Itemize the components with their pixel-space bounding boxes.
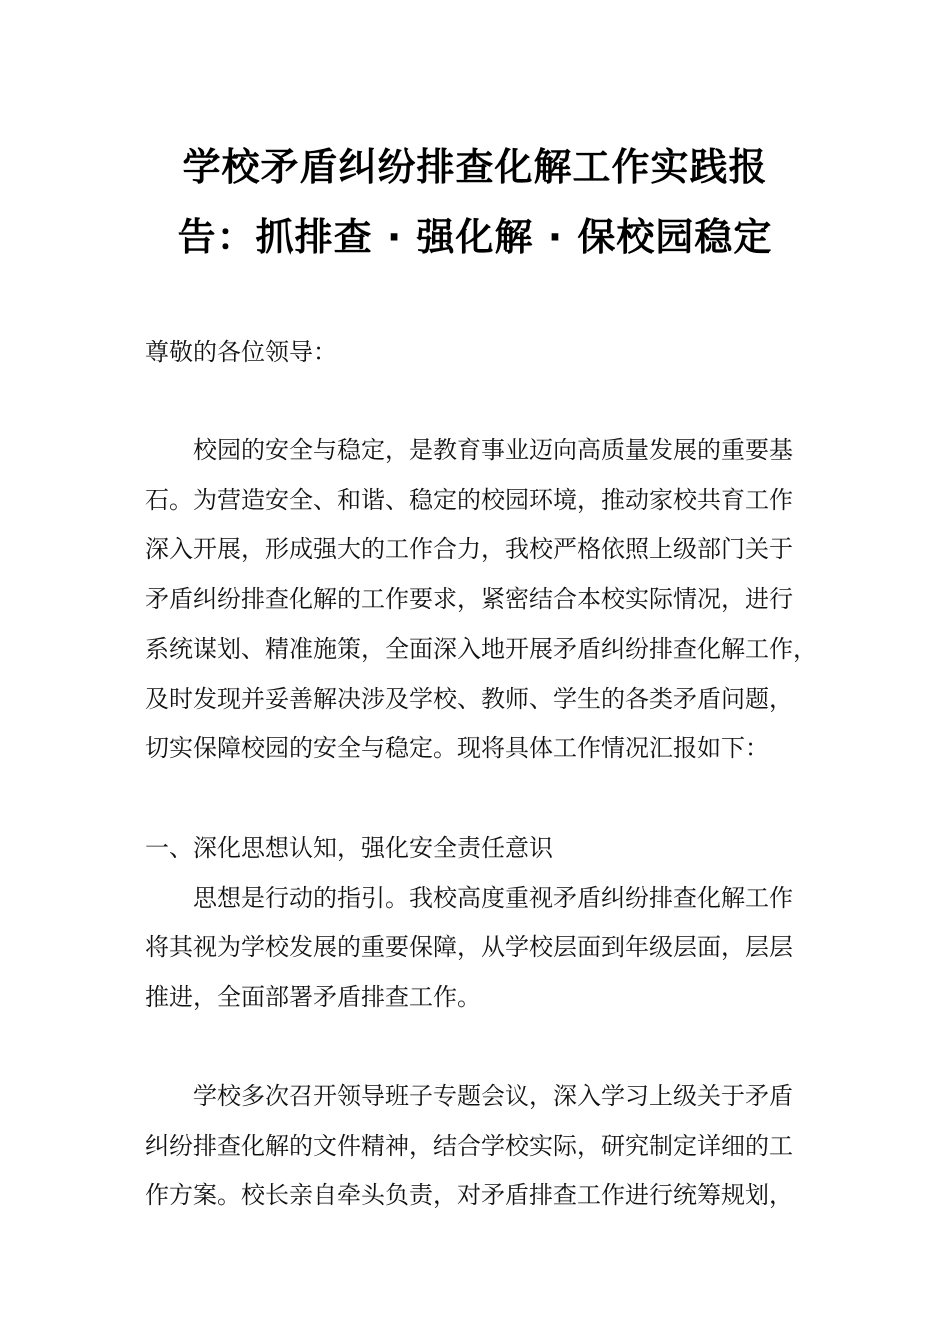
intro-line: 石。为营造安全、和谐、稳定的校园环境，推动家校共育工作 <box>145 485 793 514</box>
intro-line: 系统谋划、精准施策，全面深入地开展矛盾纠纷排查化解工作， <box>145 634 817 663</box>
section-1-paragraph-2-line: 作方案。校长亲自牵头负责，对矛盾排查工作进行统筹规划， <box>145 1181 793 1210</box>
title-line-2: 告：抓排查 · 强化解 · 保校园稳定 <box>177 215 773 259</box>
section-1-paragraph-1-line: 思想是行动的指引。我校高度重视矛盾纠纷排查化解工作 <box>193 883 793 912</box>
intro-line: 及时发现并妥善解决涉及学校、教师、学生的各类矛盾问题， <box>145 684 793 713</box>
document-title <box>140 132 810 272</box>
section-1-paragraph-2-line: 纠纷排查化解的文件精神，结合学校实际，研究制定详细的工 <box>145 1131 793 1160</box>
intro-paragraph <box>145 426 835 774</box>
salutation-text: 尊敬的各位领导： <box>145 338 337 366</box>
intro-line: 矛盾纠纷排查化解的工作要求，紧密结合本校实际情况，进行 <box>145 585 793 614</box>
section-1-paragraph-1-line: 推进，全面部署矛盾排查工作。 <box>145 983 481 1012</box>
intro-line: 校园的安全与稳定，是教育事业迈向高质量发展的重要基 <box>193 436 793 464</box>
section-1-heading: 一、深化思想认知，强化安全责任意识 <box>145 834 553 862</box>
salutation <box>145 328 835 378</box>
section-1-paragraph-2-line: 学校多次召开领导班子专题会议，深入学习上级关于矛盾 <box>193 1082 793 1110</box>
section-1-paragraph-2 <box>145 1072 835 1221</box>
intro-line: 切实保障校园的安全与稳定。现将具体工作情况汇报如下： <box>145 734 769 763</box>
title-line-1: 学校矛盾纠纷排查化解工作实践报 <box>182 145 768 189</box>
section-1 <box>145 824 835 1023</box>
section-1-paragraph-1-line: 将其视为学校发展的重要保障，从学校层面到年级层面，层层 <box>145 933 793 962</box>
intro-line: 深入开展，形成强大的工作合力，我校严格依照上级部门关于 <box>145 535 793 564</box>
